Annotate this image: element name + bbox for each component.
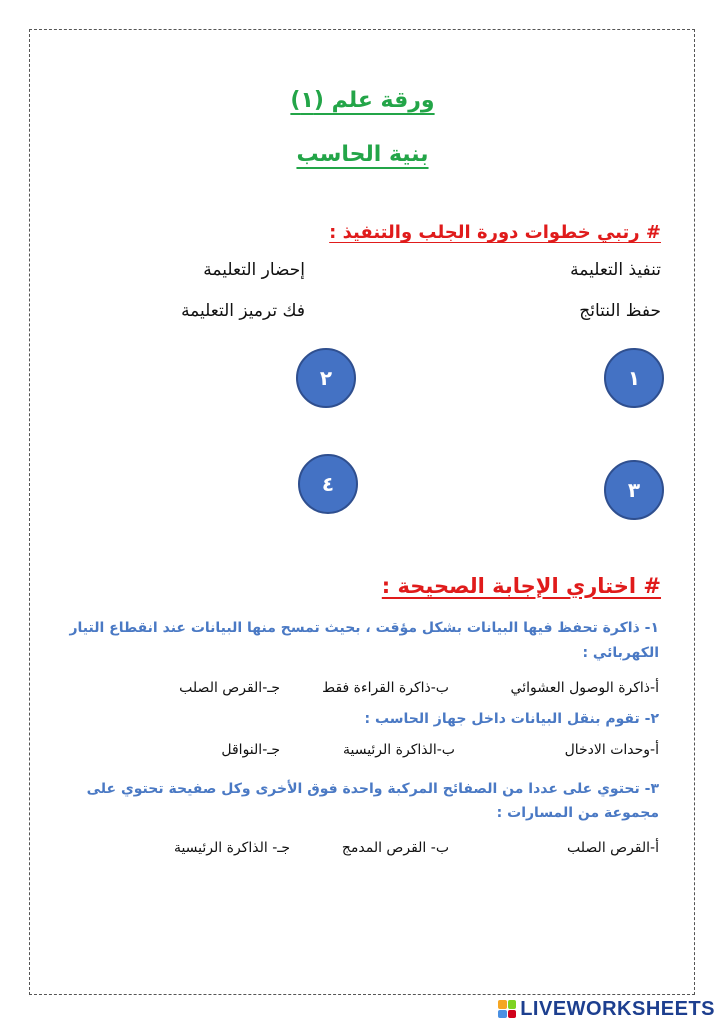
question-1-option-c[interactable]: جـ-القرص الصلب xyxy=(179,680,280,696)
question-1-text-cont: الكهربائي : xyxy=(582,645,659,661)
question-3-text: ٣- تحتوي على عددا من الصفائح المركبة واحدة فوق الأخرى وكل صفيحة تحتوي على xyxy=(86,781,659,797)
ordering-heading: # رتبي خطوات دورة الجلب والتنفيذ : xyxy=(329,222,661,243)
draggable-word-store[interactable]: حفظ النتائج xyxy=(579,301,661,321)
worksheet-title: ورقة علم (١) xyxy=(290,88,435,113)
draggable-word-decode[interactable]: فك ترميز التعليمة xyxy=(181,301,305,321)
question-2-text: ٢- تقوم بنقل البيانات داخل جهاز الحاسب : xyxy=(364,711,659,727)
drop-target-2[interactable]: ٢ xyxy=(296,348,356,408)
question-1-option-b[interactable]: ب-ذاكرة القراءة فقط xyxy=(322,680,449,696)
question-3-text-cont: مجموعة من المسارات : xyxy=(496,805,659,821)
drop-target-1[interactable]: ١ xyxy=(604,348,664,408)
question-2-option-b[interactable]: ب-الذاكرة الرئيسية xyxy=(342,742,455,758)
mcq-heading: # اختاري الإجابة الصحيحة : xyxy=(381,574,661,598)
question-1-option-a[interactable]: أ-ذاكرة الوصول العشوائي xyxy=(510,680,659,696)
liveworksheets-logo xyxy=(498,997,715,1021)
drop-target-3[interactable]: ٣ xyxy=(604,460,664,520)
liveworksheets-logo-icon xyxy=(498,1000,516,1018)
drop-target-4[interactable]: ٤ xyxy=(298,454,358,514)
draggable-word-execute[interactable]: تنفيذ التعليمة xyxy=(570,260,661,280)
question-3-option-b[interactable]: ب- القرص المدمج xyxy=(341,840,449,856)
question-3-option-a[interactable]: أ-القرص الصلب xyxy=(567,840,659,856)
question-3-option-c[interactable]: جـ- الذاكرة الرئيسية xyxy=(173,840,290,856)
question-2-option-a[interactable]: أ-وحدات الادخال xyxy=(564,742,659,758)
question-1-text: ١- ذاكرة تحفظ فيها البيانات بشكل مؤقت ، بحيث تمسح منها البيانات عند انقطاع التيار xyxy=(69,620,659,636)
worksheet-subtitle: بنية الحاسب xyxy=(296,142,429,167)
brand-name: LIVEWORKSHEETS xyxy=(520,997,715,1020)
draggable-word-fetch[interactable]: إحضار التعليمة xyxy=(203,260,305,280)
question-2-option-c[interactable]: جـ-النواقل xyxy=(221,742,280,758)
